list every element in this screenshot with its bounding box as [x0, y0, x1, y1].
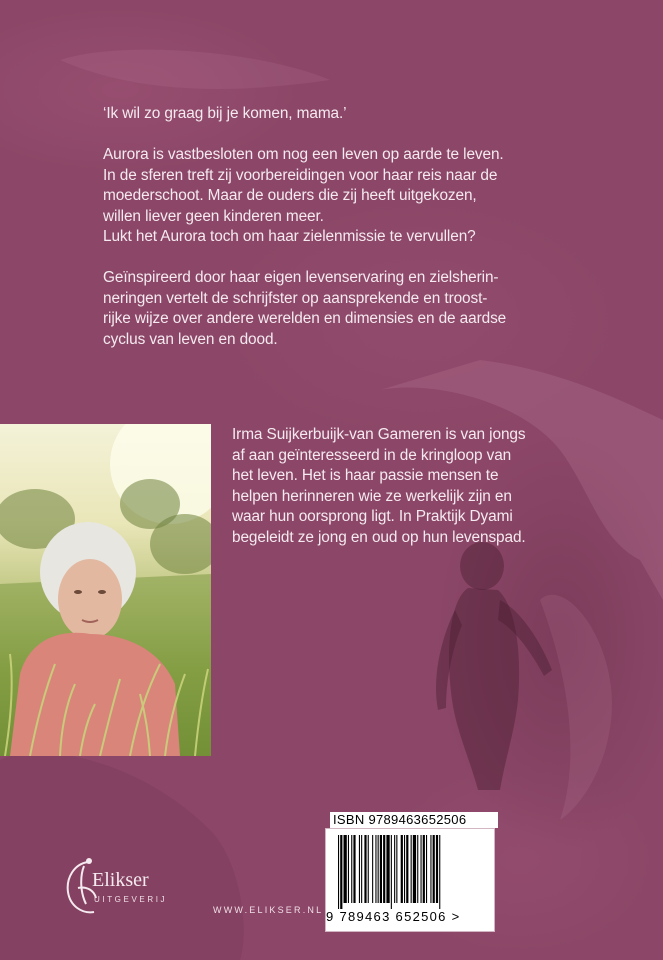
author-photo: [0, 424, 211, 756]
barcode-bar: [436, 835, 438, 903]
barcode-bar: [375, 835, 376, 903]
bio-line: waar hun oorsprong ligt. In Praktijk Dyami: [232, 508, 513, 525]
barcode-bar: [426, 835, 427, 903]
isbn-label: ISBN 9789463652506: [330, 812, 498, 828]
barcode-bar: [404, 835, 405, 903]
barcode-bar: [351, 835, 352, 903]
barcode-bar: [421, 835, 422, 903]
silhouette-figure: [436, 542, 552, 790]
barcode-bar: [423, 835, 425, 903]
barcode-bar: [368, 835, 369, 903]
blurb-line: rijke wijze over andere werelden en dimensies en de aardse: [103, 310, 507, 327]
blurb-paragraph-2: [103, 268, 573, 350]
bio-line: het leven. Het is haar passie mensen te: [232, 467, 499, 484]
blurb-line: cyclus van leven en dood.: [103, 330, 278, 348]
blurb-line: Aurora is vastbesloten om nog een leven op aarde te leven.: [103, 146, 504, 163]
barcode-bar: [396, 835, 397, 903]
barcode-bar: [394, 835, 395, 903]
bio-line: begeleidt ze jong en oud op hun levenspad.: [232, 528, 526, 546]
author-photo-illustration: [0, 424, 211, 756]
back-cover-blurb: [103, 104, 573, 350]
barcode-bar: [378, 835, 379, 903]
publisher-website: WWW.ELIKSER.NL: [213, 905, 324, 915]
barcode-bar: [338, 835, 339, 909]
blurb-paragraph-1: [103, 145, 573, 248]
barcode-bar: [430, 835, 431, 903]
barcode-bar: [344, 835, 347, 903]
blurb-line: Lukt het Aurora toch om haar zielenmissie te vervullen?: [103, 228, 476, 245]
barcode-bar: [411, 835, 412, 903]
barcode-bar: [348, 835, 349, 903]
barcode-bar: [401, 835, 403, 903]
barcode-bar: [433, 835, 435, 903]
barcode-digits: 9 789463 652506 >: [326, 909, 461, 924]
publisher-subtitle: UITGEVERIJ: [94, 895, 168, 904]
barcode-bars: [326, 829, 494, 909]
barcode-bar: [361, 835, 362, 903]
blurb-line: Geïnspireerd door haar eigen levenservaring en zielsherin-: [103, 269, 499, 286]
barcode-bar: [439, 835, 440, 909]
blurb-quote: ‘Ik wil zo graag bij je komen, mama.’: [103, 105, 347, 122]
barcode: [326, 829, 494, 931]
publisher-name: Elikser: [92, 869, 149, 891]
barcode-bar: [340, 835, 342, 909]
barcode-bar: [372, 835, 373, 903]
barcode-bar: [359, 835, 360, 903]
barcode-bar: [391, 835, 392, 909]
barcode-bar: [413, 835, 416, 903]
blurb-line: moederschoot. Maar de ouders die zij heeft uitgekozen,: [103, 187, 477, 204]
blurb-line: neringen vertelt de schrijfster op aansprekende en troost-: [103, 289, 488, 307]
blurb-line: willen liever geen kinderen meer.: [103, 207, 324, 225]
barcode-bar: [386, 835, 389, 903]
barcode-bar: [383, 835, 385, 903]
author-bio: [232, 425, 561, 548]
barcode-bar: [406, 835, 408, 903]
bio-line: af aan geïnteresseerd in de kringloop van: [232, 446, 512, 464]
bio-line: Irma Suijkerbuijk-van Gameren is van jongs: [232, 426, 526, 443]
bio-line: helpen herinneren wie ze werkelijk zijn en: [232, 487, 512, 505]
barcode-bar: [380, 835, 382, 903]
barcode-bar: [417, 835, 418, 903]
barcode-bar: [353, 835, 355, 903]
barcode-bar: [364, 835, 366, 903]
blurb-line: In de sferen treft zij voorbereidingen voor haar reis naar de: [103, 166, 498, 184]
